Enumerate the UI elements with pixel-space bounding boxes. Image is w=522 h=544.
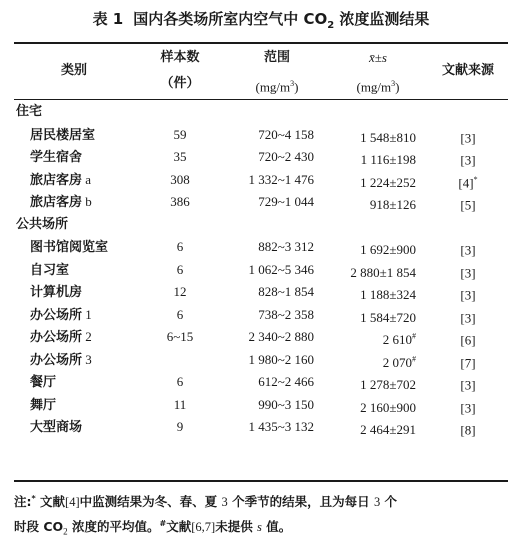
row-label	[30, 259, 69, 283]
footnote-text: 时段 CO	[14, 519, 64, 535]
cell-range-text: 1 332~1 476	[248, 171, 314, 187]
cell-mean-text: 1 188±324	[360, 287, 416, 303]
cell-source-text: [3]	[460, 264, 476, 280]
row-label-text: 大型商场	[30, 420, 83, 435]
cell-range	[226, 416, 328, 439]
header-range-label: 范围	[263, 50, 290, 65]
cell-mean-text: 1 116±198	[360, 152, 416, 168]
table-row	[14, 146, 508, 169]
row-label	[30, 371, 56, 395]
row-label-text: 舞厅	[30, 397, 57, 413]
cell-mean-text: 2 610	[382, 332, 412, 348]
cell-source-text: [3]	[460, 309, 476, 325]
row-label	[30, 169, 91, 193]
cell-mean-text: 1 548±810	[360, 129, 416, 145]
footnote-text: 中监测结果为冬、春、夏	[79, 494, 222, 510]
cell-range-text: 720~4 158	[258, 126, 314, 142]
cell-range	[226, 371, 328, 394]
footnote-number: 3	[373, 495, 381, 510]
footnote-text: 值。	[261, 519, 292, 535]
cell-sample: 308	[170, 171, 190, 187]
row-label-text: 居民楼居室	[30, 127, 96, 143]
cell-mean-text: 2 880±1 854	[350, 264, 416, 280]
header-category	[14, 60, 134, 81]
group-row-residential	[14, 101, 508, 124]
cell-range-text: 612~2 466	[258, 374, 314, 389]
row-label	[30, 326, 92, 350]
cell-source-text: [3]	[460, 399, 476, 415]
table-row	[14, 236, 508, 259]
cell-sample: 6	[176, 261, 184, 277]
header-category-label: 类别	[60, 63, 87, 78]
cell-range-text: 720~2 430	[258, 149, 314, 164]
header-rule	[14, 99, 508, 100]
row-label	[30, 191, 92, 215]
cell-source-text: [3]	[460, 377, 476, 393]
table-body	[14, 101, 508, 439]
cell-range	[226, 169, 328, 192]
group-row-public	[14, 214, 508, 237]
cell-source-mark: *	[473, 174, 478, 184]
header-range-unit-post: )	[294, 79, 299, 95]
bottom-rule	[14, 480, 508, 482]
footnote-line-2	[14, 513, 508, 543]
table-row	[14, 124, 508, 147]
caption-title-sub: 2	[327, 20, 335, 31]
cell-mean-text: 2 464±291	[360, 422, 416, 438]
cell-range-text: 1 062~5 346	[248, 261, 314, 277]
row-label	[30, 146, 82, 170]
table-row	[14, 191, 508, 214]
row-label-suffix: 1	[82, 306, 92, 322]
table-row	[14, 304, 508, 327]
header-source	[428, 60, 508, 81]
table-row	[14, 169, 508, 192]
footnote-text: 未提供	[215, 519, 258, 535]
cell-mean-text: 918±126	[369, 197, 416, 213]
cell-source-text: [3]	[460, 242, 476, 258]
cell-range	[226, 326, 328, 349]
cell-range-text: 1 980~2 160	[248, 351, 314, 367]
cell-sample: 11	[173, 396, 187, 412]
footnote-ref: [4]	[65, 495, 80, 510]
row-label-text: 学生宿舍	[30, 150, 83, 165]
cell-source-text: [3]	[460, 287, 476, 303]
footnote-text: 文献	[166, 519, 192, 535]
row-label-text: 办公场所	[30, 330, 83, 345]
footnote-symbol: s	[257, 520, 262, 535]
header-range	[226, 48, 328, 97]
row-label-suffix: 3	[82, 351, 92, 367]
cell-range-text: 738~2 358	[258, 306, 314, 322]
header-source-label: 文献来源	[441, 63, 494, 78]
header-mean-unit-sup: 3	[391, 79, 396, 88]
cell-mean-text: 1 584±720	[360, 309, 416, 325]
row-label	[30, 124, 95, 148]
cell-source-text: [3]	[460, 152, 476, 168]
footnote-ref: [6,7]	[191, 520, 216, 535]
cell-sample: 35	[173, 149, 187, 164]
header-mean-label	[328, 48, 428, 68]
group-label: 住宅	[16, 104, 43, 119]
cell-source-text: [6]	[460, 332, 476, 348]
row-label-text: 自习室	[30, 262, 70, 278]
cell-sample: 6	[176, 239, 184, 254]
top-rule	[14, 42, 508, 44]
cell-range	[226, 304, 328, 327]
table-row	[14, 394, 508, 417]
row-label-text: 办公场所	[30, 307, 83, 323]
footnote-text: 浓度的平均值。	[67, 519, 160, 535]
header-mean	[328, 48, 428, 97]
row-label-text: 办公场所	[30, 352, 83, 368]
row-label-suffix: a	[82, 171, 92, 187]
footnote-hash: #	[159, 519, 167, 529]
cell-range-text: 990~3 150	[258, 396, 314, 412]
header-mean-x: x̄	[369, 50, 375, 65]
row-label-text: 图书馆阅览室	[30, 240, 109, 255]
row-label-suffix: b	[82, 194, 92, 209]
cell-sample: 6~15	[166, 329, 194, 344]
table-row	[14, 281, 508, 304]
row-label-text: 餐厅	[30, 375, 57, 390]
cell-range	[226, 236, 328, 259]
cell-source-text: [8]	[460, 422, 476, 438]
header-mean-s: ±s	[374, 50, 387, 65]
cell-range-text: 729~1 044	[258, 194, 314, 209]
row-label-text: 旅店客房	[30, 195, 83, 210]
cell-source-text: [3]	[460, 129, 476, 145]
cell-range-text: 1 435~3 132	[248, 419, 314, 434]
row-label	[30, 416, 82, 440]
footnote-subscript: 2	[63, 526, 68, 537]
cell-source-text: [5]	[460, 197, 476, 213]
cell-sample: 59	[173, 126, 187, 142]
footnote-number: 3	[221, 495, 228, 510]
table-footnote	[14, 488, 508, 543]
caption-title-post: 浓度监测结果	[334, 10, 430, 28]
cell-range-text: 2 340~2 880	[248, 329, 314, 344]
cell-mean-text: 1 692±900	[360, 242, 416, 258]
header-sample	[134, 48, 226, 94]
cell-mean-mark: #	[412, 332, 416, 341]
cell-range-text: 882~3 312	[258, 239, 314, 254]
header-range-unit-sup: 3	[290, 79, 295, 88]
footnote-line-1	[14, 488, 508, 513]
cell-mean-text: 2 070	[382, 354, 412, 370]
table-row	[14, 416, 508, 439]
cell-mean	[328, 416, 428, 442]
cell-sample: 9	[176, 419, 184, 434]
cell-mean-text: 1 224±252	[360, 174, 416, 190]
header-sample-unit: （件）	[160, 76, 200, 91]
group-label: 公共场所	[16, 216, 69, 232]
row-label	[30, 394, 56, 418]
table-row	[14, 349, 508, 372]
cell-range	[226, 349, 328, 372]
cell-sample: 12	[173, 284, 187, 299]
footnote-star: *	[31, 494, 36, 503]
caption-title-pre: 国内各类场所室内空气中 CO	[133, 10, 328, 28]
footnote-text: 文献	[35, 494, 66, 510]
row-label-text: 计算机房	[30, 285, 83, 300]
cell-mean-text: 1 278±702	[360, 377, 416, 393]
row-label	[30, 281, 82, 305]
cell-range	[226, 146, 328, 169]
cell-range	[226, 281, 328, 304]
header-range-unit-pre: (mg/m	[255, 79, 291, 95]
footnote-text: 个季节的结果，且为每日	[227, 494, 374, 510]
header-mean-unit-pre: (mg/m	[356, 79, 392, 95]
cell-source	[428, 416, 508, 442]
row-label-suffix: 2	[82, 329, 92, 344]
header-mean-unit-post: )	[395, 79, 400, 95]
row-label-text: 旅店客房	[30, 172, 83, 188]
table-row	[14, 326, 508, 349]
table-number: 表 1	[92, 10, 124, 28]
header-range-unit	[226, 74, 328, 97]
row-label	[30, 236, 108, 260]
row-label	[30, 304, 92, 328]
cell-mean-mark: #	[412, 354, 416, 364]
table-row	[14, 371, 508, 394]
header-mean-unit	[328, 74, 428, 97]
cell-range	[226, 191, 328, 214]
footnote-prefix: 注:	[14, 494, 32, 510]
cell-source-text: [4]	[458, 174, 474, 190]
cell-source-text: [7]	[460, 354, 476, 370]
row-label	[30, 349, 92, 373]
cell-range	[226, 259, 328, 282]
cell-range	[226, 394, 328, 417]
cell-sample: 6	[176, 306, 184, 322]
cell-mean-text: 2 160±900	[360, 399, 416, 415]
cell-range-text: 828~1 854	[258, 284, 314, 299]
footnote-text: 个	[380, 494, 398, 510]
cell-sample: 386	[170, 194, 190, 209]
cell-sample: 6	[176, 374, 184, 389]
table-row	[14, 259, 508, 282]
cell-range	[226, 124, 328, 147]
table-caption	[0, 8, 522, 37]
header-sample-label: 样本数	[160, 50, 200, 65]
